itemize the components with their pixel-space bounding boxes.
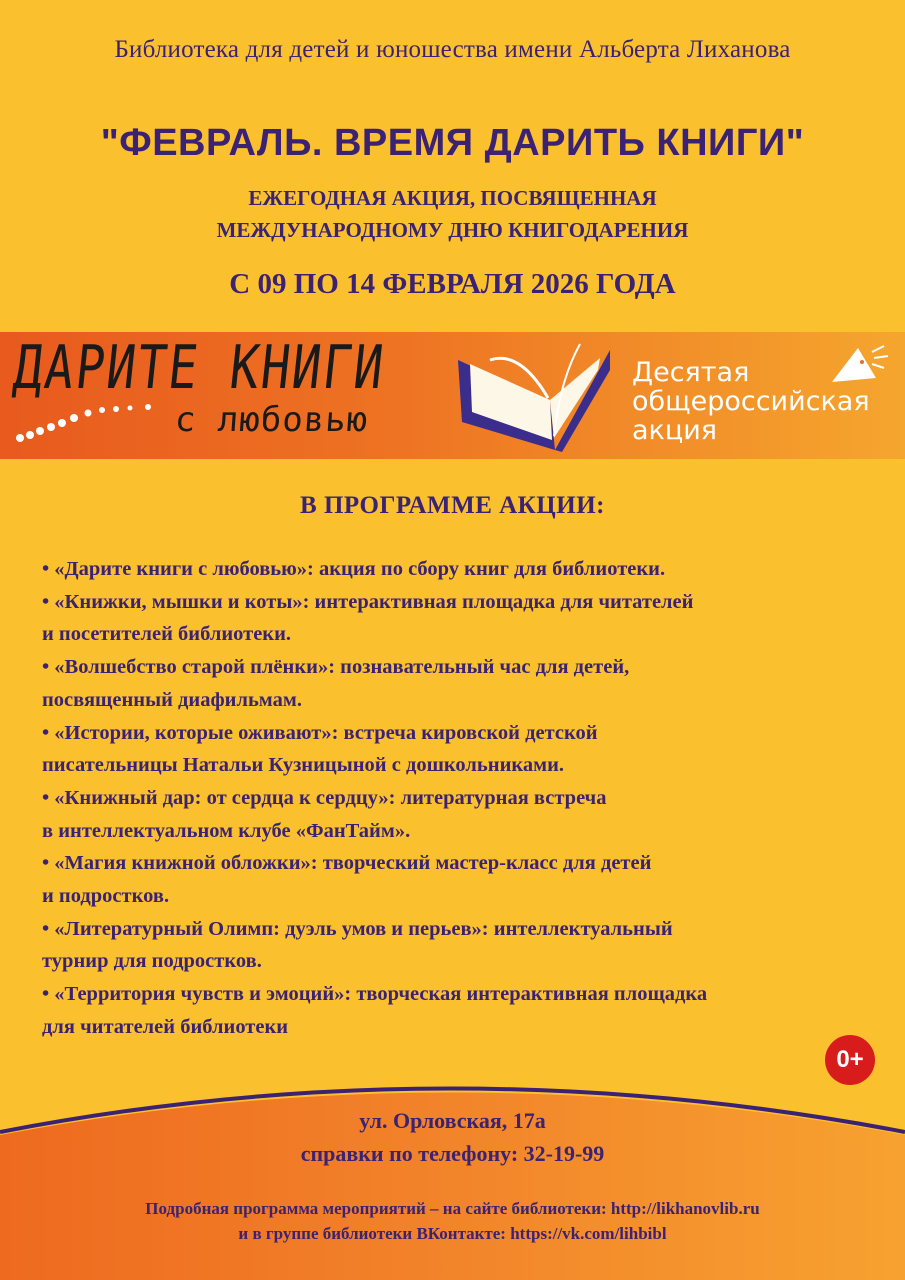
event-dates: С 09 ПО 14 ФЕВРАЛЯ 2026 ГОДА: [229, 268, 676, 300]
age-rating-badge: 0+: [825, 1035, 875, 1085]
subtitle-line: МЕЖДУНАРОДНОМУ ДНЮ КНИГОДАРЕНИЯ: [216, 218, 689, 242]
program-line: • «Территория чувств и эмоций»: творческая интерактивная площадка: [42, 983, 708, 1006]
program-line: • «Истории, которые оживают»: встреча кировской детской: [42, 721, 598, 744]
program-line: и посетителей библиотеки.: [42, 623, 292, 646]
website-info: Подробная программа мероприятий – на сайте библиотеки: http://likhanovlib.ru: [145, 1199, 760, 1218]
program-line: • «Книжки, мышки и коты»: интерактивная площадка для читателей: [42, 590, 694, 613]
program-line: турнир для подростков.: [42, 950, 262, 973]
program-line: • «Книжный дар: от сердца к сердцу»: литературная встреча: [42, 786, 607, 809]
program-line: • «Литературный Олимп: дуэль умов и перьев»: интеллектуальный: [42, 917, 673, 940]
banner-slogan-line2: с любовью: [173, 400, 370, 440]
open-book-icon: [450, 340, 625, 455]
program-line: • «Волшебство старой плёнки»: познавательный час для детей,: [42, 656, 630, 679]
address: ул. Орловская, 17а: [359, 1108, 546, 1133]
footer-wave-background: [0, 1060, 905, 1280]
library-name: Библиотека для детей и юношества имени Альберта Лиханова: [114, 36, 791, 63]
vk-group-info: и в группе библиотеки ВКонтакте: https://vk.com/lihbibl: [238, 1224, 667, 1243]
banner-right-line: акция: [632, 415, 718, 446]
program-line: для читателей библиотеки: [42, 1015, 289, 1038]
banner-right-line: Десятая: [632, 357, 750, 388]
banner-slogan-line1: ДАРИТЕ КНИГИ: [10, 333, 389, 403]
subtitle-line: ЕЖЕГОДНАЯ АКЦИЯ, ПОСВЯЩЕННАЯ: [248, 186, 657, 210]
program-line: в интеллектуальном клубе «ФанТайм».: [42, 819, 411, 842]
phone-info: справки по телефону: 32-19-99: [300, 1141, 605, 1166]
dots-trail-icon: [14, 394, 164, 444]
program-line: посвященный диафильмам.: [42, 688, 302, 711]
event-title: "ФЕВРАЛЬ. ВРЕМЯ ДАРИТЬ КНИГИ": [100, 122, 805, 164]
program-line: и подростков.: [42, 885, 170, 908]
program-line: • «Магия книжной обложки»: творческий мастер-класс для детей: [42, 852, 652, 875]
program-heading: В ПРОГРАММЕ АКЦИИ:: [300, 492, 605, 519]
program-line: • «Дарите книги с любовью»: акция по сбору книг для библиотеки.: [42, 558, 666, 580]
program-list: [42, 553, 872, 1044]
promo-banner: [0, 332, 905, 459]
banner-right-line: общероссийская: [632, 386, 870, 417]
program-line: писательницы Натальи Кузницыной с дошкольниками.: [42, 754, 565, 777]
mouse-logo-icon: [828, 342, 890, 390]
event-subtitle: [0, 182, 905, 246]
